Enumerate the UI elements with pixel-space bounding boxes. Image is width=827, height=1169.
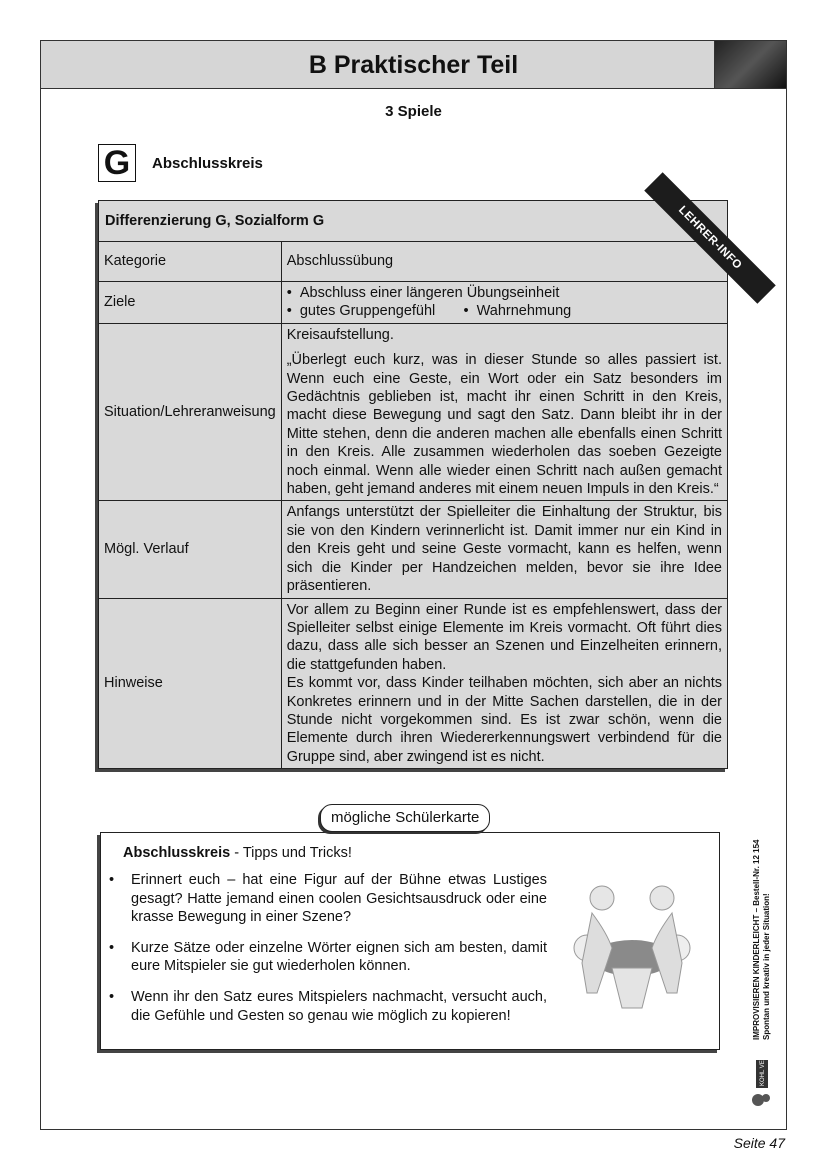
list-item: • Kurze Sätze oder einzelne Wörter eignen sich am besten, damit eure Mitspieler sie gut wiederholen können. bbox=[107, 939, 547, 976]
row-label: Situation/Lehreranweisung bbox=[99, 323, 282, 501]
row-value: • Abschluss einer längeren Übungseinheit • gutes Gruppengefühl • Wahrnehmung bbox=[281, 282, 727, 324]
exercise-title: Abschlusskreis bbox=[152, 155, 263, 172]
hinweise-p1: Vor allem zu Beginn einer Runde ist es empfehlenswert, dass der Spielleiter selbst einige Elemente im Kreis vormacht. Oft führt dies dazu, dass alle sich besser an Szenen und Einzelheiten erinnern, die stattgefunden haben. bbox=[286, 601, 722, 673]
list-item: • Erinnert euch – hat eine Figur auf der Bühne etwas Lustiges gesagt? Hatte jemand einen coolen Gesichtsausdruck oder eine krasse Bewegung in einer Szene? bbox=[107, 871, 547, 927]
row-label: Hinweise bbox=[99, 598, 282, 769]
side-line1: IMPROVISIEREN KINDERLEICHT – Bestell-Nr. 12 154 bbox=[752, 839, 761, 1040]
card-title-bold: Abschlusskreis bbox=[123, 845, 231, 861]
header-bar bbox=[41, 41, 786, 89]
table-row bbox=[99, 323, 728, 501]
section-title: 3 Spiele bbox=[385, 103, 442, 120]
header-photo bbox=[714, 41, 786, 88]
row-value: Anfangs unterstützt der Spielleiter die Einhaltung der Struktur, bis sie von den Kindern verinnerlicht ist. Damit immer nur ein Kind in den Kreis geht und seine Geste vormacht, kann es helfen, wenn sich die Kinder per Handzeichen melden, bevor sie ihre Idee präsentieren. bbox=[281, 501, 727, 598]
page-number: Seite 47 bbox=[733, 1135, 785, 1151]
exercise-letter: G bbox=[98, 144, 136, 182]
card-title bbox=[123, 845, 352, 861]
goal-item: Wahrnehmung bbox=[476, 303, 572, 320]
card-title-rest: - Tipps und Tricks! bbox=[230, 845, 352, 861]
card-list bbox=[107, 871, 547, 1037]
row-value bbox=[281, 323, 727, 501]
row-value bbox=[281, 598, 727, 769]
table-heading: Differenzierung G, Sozialform G bbox=[99, 201, 728, 242]
situation-p2: „Überlegt euch kurz, was in dieser Stunde so alles passiert ist. Wenn euch eine Geste, ein Wort oder ein Satz besonders im Gedächtnis geblieben ist, macht ihr einen Schritt in den Kreis, macht diese Bewegung und sagt den Satz. Dann bleibt ihr in der Mitte stehen, denn die anderen machen alle ebenfalls einen Schritt in den Kreis. Alle zusammen wiederholen das soeben Gezeigte noch einmal. Wenn alle wieder einen Schritt nach außen gemacht haben, geht jemand anderes mit einem neuen Impuls in den Kreis.“ bbox=[286, 352, 722, 498]
page-title: B Praktischer Teil bbox=[308, 51, 519, 79]
student-card bbox=[100, 832, 720, 1050]
publisher-logo-text: KOHL VERLAG bbox=[760, 1043, 766, 1086]
table-row bbox=[99, 501, 728, 598]
goal-item: gutes Gruppengefühl bbox=[299, 303, 436, 320]
situation-p1: Kreisaufstellung. bbox=[286, 326, 394, 343]
card-tab-label: mögliche Schülerkarte bbox=[320, 804, 490, 832]
row-label: Ziele bbox=[99, 282, 282, 324]
publisher-logo bbox=[748, 1043, 774, 1108]
list-item: • Wenn ihr den Satz eures Mitspielers nachmacht, versucht auch, die Gefühle und Gesten so genau wie möglich zu kopieren! bbox=[107, 988, 547, 1025]
puzzle-figures-illustration bbox=[567, 873, 697, 1013]
row-label: Mögl. Verlauf bbox=[99, 501, 282, 598]
goal-item: Abschluss einer längeren Übungseinheit bbox=[299, 285, 560, 301]
table-row bbox=[99, 598, 728, 769]
lehrer-info-badge bbox=[620, 195, 744, 307]
badge-label: LEHRER-INFO bbox=[644, 172, 776, 304]
hinweise-p2: Es kommt vor, dass Kinder teilhaben möchten, sich aber an nichts Konkretes erinnern und in der Mitte Sachen darstellen, die in der Stunde nicht vorgekommen sind. Es ist zwar schön, wenn die Elemente durch ihren Wiedererkennungswert verbindend für die Gruppe sind, aber zwingend ist es nicht. bbox=[286, 675, 722, 765]
row-value: Abschlussübung bbox=[281, 242, 727, 282]
row-label: Kategorie bbox=[99, 242, 282, 282]
side-info bbox=[752, 750, 772, 1040]
side-line2: Spontan und kreativ in jeder Situation! bbox=[762, 893, 771, 1040]
